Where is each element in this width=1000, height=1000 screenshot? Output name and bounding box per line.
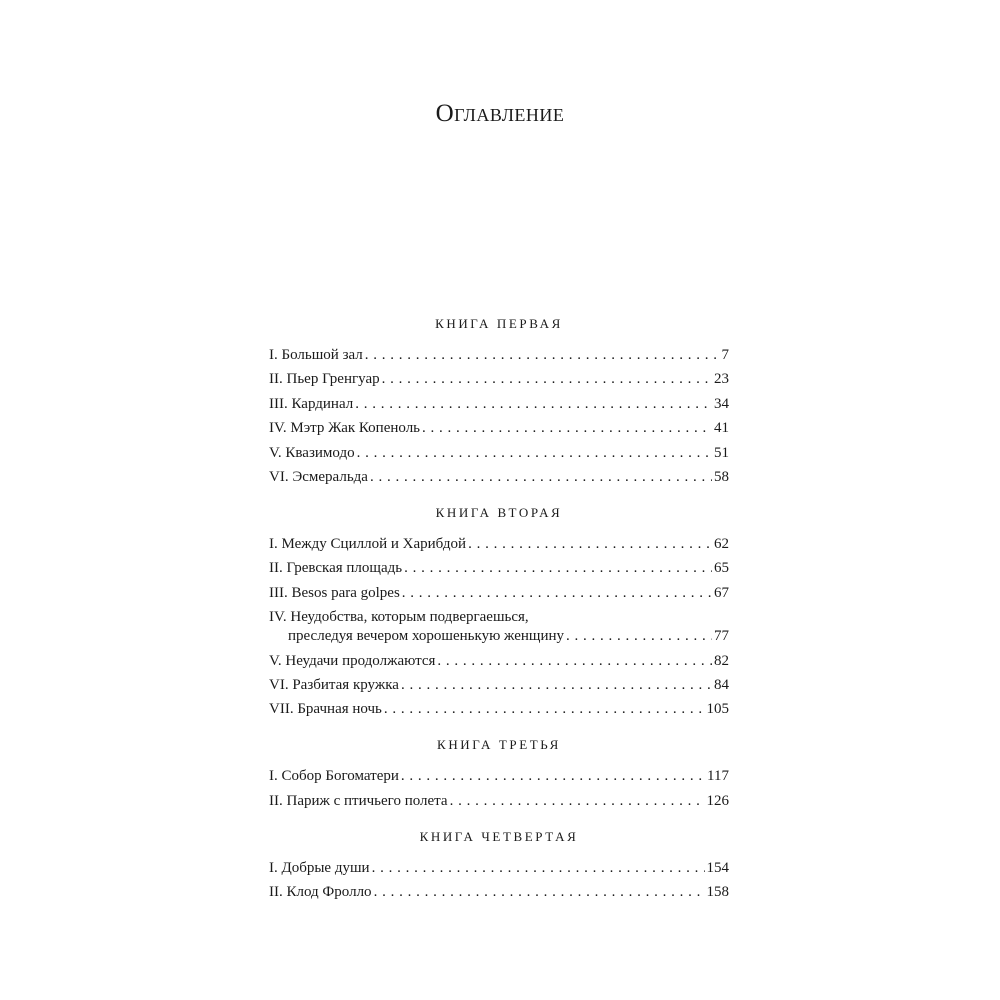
dot-leader xyxy=(468,535,712,554)
entry-page-number: 117 xyxy=(707,768,729,785)
page-title: Оглавление xyxy=(435,100,565,127)
toc-entry[interactable] xyxy=(269,792,729,811)
entry-title-continuation: преследуя вечером хорошенькую женщину xyxy=(288,628,564,645)
entry-title: II. Пьер Гренгуар xyxy=(269,371,380,388)
book-heading: КНИГА ЧЕТВЕРТАЯ xyxy=(419,828,579,844)
toc-entry[interactable] xyxy=(269,444,729,463)
dot-leader xyxy=(401,676,712,695)
book-section-1 xyxy=(269,312,729,487)
entry-title: VI. Эсмеральда xyxy=(269,468,368,485)
toc-entry[interactable] xyxy=(269,652,729,671)
dot-leader xyxy=(365,346,720,365)
dot-leader xyxy=(370,468,712,487)
entry-title: IV. Неудобства, которым подвергаешься, xyxy=(269,609,529,626)
dot-leader xyxy=(382,370,712,389)
entry-title: I. Между Сциллой и Харибдой xyxy=(269,535,467,552)
dot-leader xyxy=(401,767,705,786)
toc-entry[interactable] xyxy=(269,584,729,603)
toc-entry[interactable] xyxy=(269,700,729,719)
dot-leader xyxy=(357,444,712,463)
book-heading: КНИГА ТРЕТЬЯ xyxy=(437,737,561,753)
toc-entry[interactable] xyxy=(269,883,729,902)
entry-page-number: 58 xyxy=(714,468,729,485)
book-heading: КНИГА ВТОРАЯ xyxy=(435,504,563,520)
toc-entry[interactable] xyxy=(269,859,729,878)
entry-title: III. Кардинал xyxy=(269,395,354,412)
toc-entry[interactable] xyxy=(269,535,729,554)
book-section-4 xyxy=(269,825,729,902)
toc-entry[interactable] xyxy=(269,559,729,578)
entry-page-number: 65 xyxy=(714,560,729,577)
entry-page-number: 84 xyxy=(714,676,729,693)
dot-leader xyxy=(374,883,705,902)
toc-entry[interactable] xyxy=(269,468,729,487)
entry-title-block xyxy=(269,608,564,646)
entry-page-number: 82 xyxy=(714,652,729,669)
toc-entry[interactable] xyxy=(269,419,729,438)
dot-leader xyxy=(566,627,712,646)
dot-leader xyxy=(372,859,705,878)
dot-leader xyxy=(355,395,712,414)
entry-page-number: 23 xyxy=(714,371,729,388)
table-of-contents xyxy=(269,312,729,916)
entry-title: V. Неудачи продолжаются xyxy=(269,652,436,669)
book-heading: КНИГА ПЕРВАЯ xyxy=(435,316,563,331)
entry-title: IV. Мэтр Жак Копеноль xyxy=(269,420,421,437)
entry-title: III. Besos para golpes xyxy=(269,584,400,601)
entry-title: I. Собор Богоматери xyxy=(269,768,399,785)
dot-leader xyxy=(404,559,712,578)
entry-page-number: 41 xyxy=(714,420,729,437)
toc-entry[interactable] xyxy=(269,676,729,695)
book-section-3 xyxy=(269,733,729,810)
entry-title: V. Квазимодо xyxy=(269,444,355,461)
entry-title: II. Клод Фролло xyxy=(269,884,372,901)
entry-title: I. Добрые души xyxy=(269,859,370,876)
entry-page-number: 126 xyxy=(706,792,729,809)
entry-page-number: 154 xyxy=(706,859,729,876)
entry-page-number: 51 xyxy=(714,444,729,461)
dot-leader xyxy=(422,419,712,438)
book-section-2 xyxy=(269,501,729,719)
entry-page-number: 77 xyxy=(714,628,729,645)
toc-entry[interactable] xyxy=(269,767,729,786)
entry-page-number: 62 xyxy=(714,535,729,552)
entry-title: I. Большой зал xyxy=(269,347,363,363)
entry-page-number: 34 xyxy=(714,395,729,412)
toc-entry[interactable] xyxy=(269,370,729,389)
toc-entry-multiline[interactable] xyxy=(269,608,729,646)
toc-entry[interactable] xyxy=(269,395,729,414)
entry-page-number: 67 xyxy=(714,584,729,601)
dot-leader xyxy=(402,584,712,603)
dot-leader xyxy=(437,652,712,671)
entry-title: VI. Разбитая кружка xyxy=(269,676,399,693)
entry-page-number: 158 xyxy=(706,884,729,901)
dot-leader xyxy=(450,792,705,811)
entry-title: II. Париж с птичьего полета xyxy=(269,792,448,809)
entry-page-number: 105 xyxy=(706,701,729,718)
toc-entry[interactable] xyxy=(269,346,729,365)
entry-page-number: 7 xyxy=(721,347,729,363)
entry-title: VII. Брачная ночь xyxy=(269,701,382,718)
dot-leader xyxy=(384,700,705,719)
entry-title: II. Гревская площадь xyxy=(269,560,403,577)
